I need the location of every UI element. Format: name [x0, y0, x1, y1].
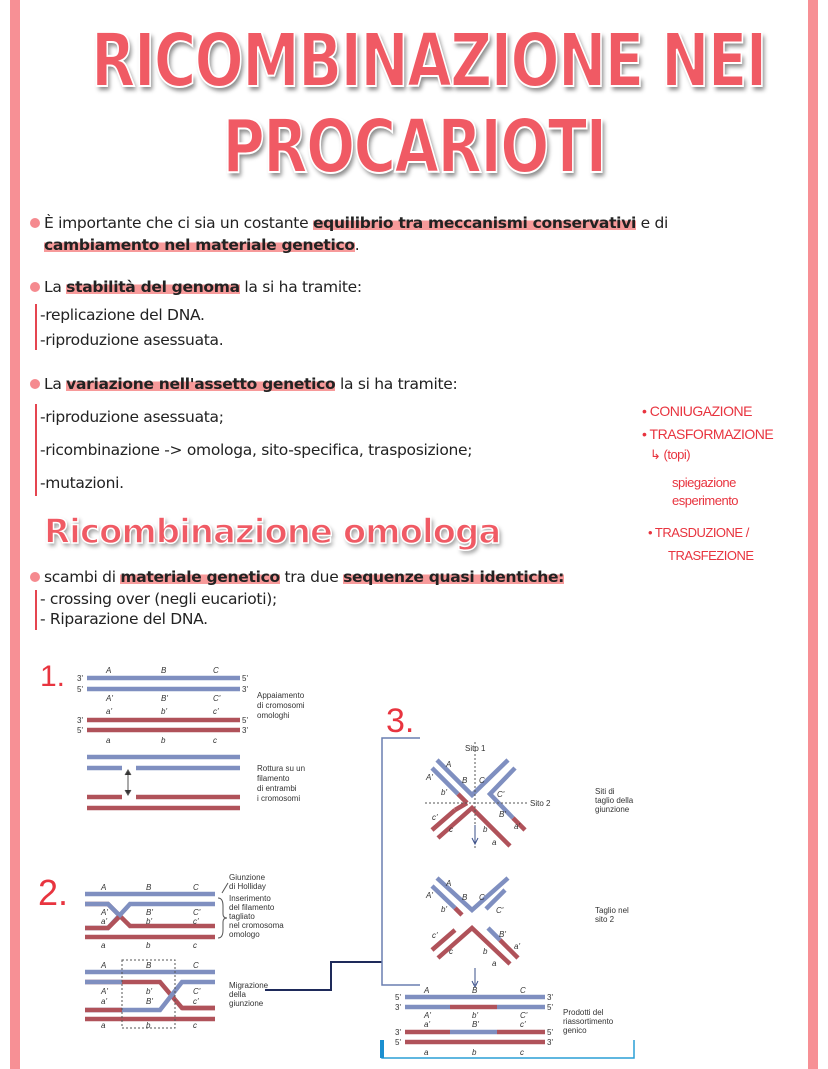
diagram-label: b [146, 941, 151, 950]
diagram-label: c' [432, 813, 438, 822]
diagram-label: A [106, 666, 112, 675]
diagram-label: b' [441, 788, 447, 797]
diagram-label: B [161, 666, 167, 675]
text: la si ha tramite: [239, 278, 362, 296]
diagram-label: genico [563, 1026, 587, 1035]
diagram-label: a [101, 1021, 106, 1030]
diagram-label: C' [496, 906, 504, 915]
list-item: -mutazioni. [40, 474, 124, 492]
step-number-1: 1. [40, 660, 66, 693]
diagram-label: C [479, 893, 485, 902]
diagram-label: i cromosomi [257, 794, 301, 803]
bracket [382, 738, 420, 985]
side-note: TRASFEZIONE [668, 548, 754, 563]
text: La [44, 375, 67, 393]
diagram-label: B [146, 883, 152, 892]
diagram-label: c [449, 825, 453, 834]
diagram-label: c' [520, 1020, 526, 1029]
diagram-label: b' [146, 917, 152, 926]
diagram-label: C [520, 986, 526, 995]
diagram-label: A' [101, 987, 108, 996]
diagram-label: 5' [395, 1038, 401, 1047]
text: È importante che ci sia un costante [44, 214, 313, 232]
diagram-label: 5' [242, 674, 248, 683]
diagram-label: della [229, 990, 246, 999]
diagram-label: a [492, 959, 497, 968]
diagram-label: 3' [242, 726, 248, 735]
side-note: • TRASFORMAZIONE [642, 426, 774, 442]
diagram-label: c' [193, 917, 199, 926]
diagram-shape [380, 1040, 384, 1058]
diagram-label: b' [472, 1011, 478, 1020]
diagram-label: C' [193, 987, 201, 996]
step-number-3: 3. [386, 702, 415, 740]
diagram-label: C' [193, 908, 201, 917]
diagram-shape [455, 803, 467, 810]
diagram-label: Giunzione [229, 873, 266, 882]
diagram-label: C [193, 883, 199, 892]
text: tra due [279, 568, 344, 586]
diagram-label: b [483, 825, 488, 834]
diagram-label: b [161, 736, 166, 745]
diagram-label: C' [213, 694, 221, 703]
diagram-label: a' [101, 917, 107, 926]
text: La [44, 278, 67, 296]
diagram-label: a' [101, 997, 107, 1006]
diagram-label: A' [426, 891, 433, 900]
diagram-label: C [193, 961, 199, 970]
diagram-label: C [479, 776, 485, 785]
list-item: - crossing over (negli eucarioti); [40, 590, 277, 608]
diagram-label: 5' [77, 685, 83, 694]
diagram-label: Inserimento [229, 894, 271, 903]
highlight: equilibrio tra meccanismi conservativi [312, 214, 637, 232]
diagram-label: 5' [77, 726, 83, 735]
diagram-label: c' [193, 997, 199, 1006]
diagram-label: A [424, 986, 430, 995]
diagram-label: di cromosomi [257, 701, 305, 710]
diagram-label: B [146, 961, 152, 970]
brace [218, 898, 227, 938]
diagram-label: a [101, 941, 106, 950]
diagram-label: A [446, 760, 452, 769]
diagram-label: 3' [547, 993, 553, 1002]
page-title-line1: RICOMBINAZIONE NEI [91, 18, 766, 104]
list-item: -riproduzione asessuata; [40, 408, 224, 426]
diagram-label: B' [146, 997, 153, 1006]
diagram-shape [455, 908, 462, 915]
down-arrow [472, 825, 478, 844]
step-number-2: 2. [38, 872, 69, 913]
diagram-label: riassortimento [563, 1017, 614, 1026]
connector-line [265, 962, 382, 990]
diagram-label: 3' [395, 1003, 401, 1012]
side-note: esperimento [672, 493, 739, 508]
diagram-label: c [213, 736, 217, 745]
diagram-label: taglio della [595, 796, 634, 805]
diagram-label: b [472, 1048, 477, 1057]
diagram-label: B [462, 893, 468, 902]
diagram-label: 3' [77, 674, 83, 683]
highlight: sequenze quasi identiche: [343, 568, 565, 586]
diagram-label: B' [146, 908, 153, 917]
diagram-shape [222, 883, 228, 893]
diagram-label: b' [161, 707, 167, 716]
diagram-label: 5' [242, 716, 248, 725]
diagram-label: A' [426, 773, 433, 782]
diagram-label: 3' [395, 1028, 401, 1037]
diagram-label: B' [472, 1020, 479, 1029]
diagram-label: 5' [547, 1028, 553, 1037]
diagram-label: a' [514, 822, 520, 831]
diagram-label: A [101, 961, 107, 970]
highlight: variazione nell'assetto genetico [66, 375, 336, 393]
diagram-label: b [483, 947, 488, 956]
text: . [354, 236, 360, 254]
diagram-label: sito 2 [595, 915, 615, 924]
diagram-label: c [520, 1048, 524, 1057]
text: la si ha tramite: [335, 375, 458, 393]
diagram-label: A [101, 883, 107, 892]
diagram-label: 5' [547, 1003, 553, 1012]
diagram-label: B' [161, 694, 168, 703]
diagram-label: B' [499, 930, 506, 939]
down-arrow [472, 968, 478, 987]
diagram-label: Sito 1 [465, 744, 486, 753]
diagram-label: A' [106, 694, 113, 703]
diagram-label: c [193, 941, 197, 950]
diagram-label: filamento [257, 774, 290, 783]
diagram-label: A' [101, 908, 108, 917]
diagram-label: 3' [242, 685, 248, 694]
highlight: materiale genetico [120, 568, 280, 586]
diagram-label: Rottura su un [257, 764, 306, 773]
diagram-label: b' [441, 905, 447, 914]
diagram-label: c [193, 1021, 197, 1030]
side-note: ↳ (topi) [650, 447, 691, 462]
diagram-label: 3' [77, 716, 83, 725]
diagram-label: Migrazione [229, 981, 269, 990]
diagram-label: a [424, 1048, 429, 1057]
diagram-label: C' [520, 1011, 528, 1020]
diagram-label: Siti di [595, 787, 615, 796]
diagram-label: del filamento [229, 903, 275, 912]
side-note: spiegazione [672, 475, 736, 490]
diagram-label: omologo [229, 930, 260, 939]
diagram-label: c' [432, 931, 438, 940]
diagram-label: b' [146, 987, 152, 996]
diagram-label: C' [497, 790, 505, 799]
diagram-label: 5' [395, 993, 401, 1002]
diagram-label: A [446, 879, 452, 888]
diagram-label: Taglio nel [595, 906, 629, 915]
diagram-label: giunzione [595, 805, 630, 814]
diagram-label: C [213, 666, 219, 675]
highlight: stabilità del genoma [66, 278, 240, 296]
diagram-label: c [449, 947, 453, 956]
highlight: cambiamento nel materiale genetico [44, 236, 355, 254]
diagram-label: B [462, 776, 468, 785]
list-item: -replicazione del DNA. [40, 306, 205, 324]
side-note: • CONIUGAZIONE [642, 403, 752, 419]
diagram-label: di Holliday [229, 882, 266, 891]
diagram-label: b [146, 1021, 151, 1030]
list-item: -ricombinazione -> omologa, sito-specifica, trasposizione; [40, 441, 473, 459]
diagram-label: Prodotti del [563, 1008, 604, 1017]
diagram-label: c' [213, 707, 219, 716]
list-item: - Riparazione del DNA. [40, 610, 208, 628]
diagram-label: giunzione [229, 999, 264, 1008]
diagram-label: B [472, 986, 478, 995]
page-title-line2: PROCARIOTI [222, 104, 606, 190]
side-note: • TRASDUZIONE / [648, 525, 749, 540]
diagram-label: tagliato [229, 912, 255, 921]
diagram-label: a [492, 838, 497, 847]
diagram-label: 3' [547, 1038, 553, 1047]
section-heading: Ricombinazione omologa [44, 512, 501, 552]
diagram-label: a' [514, 942, 520, 951]
diagram-label: omologhi [257, 711, 290, 720]
diagram-label: a' [424, 1020, 430, 1029]
diagram-label: di entrambi [257, 784, 297, 793]
diagram-label: B' [499, 810, 506, 819]
diagram-label: a [106, 736, 111, 745]
diagram-label: A' [424, 1011, 431, 1020]
diagram-label: a' [106, 707, 112, 716]
diagram-label: Appaiamento [257, 691, 305, 700]
text: scambi di [44, 568, 121, 586]
diagram-label: nel cromosoma [229, 921, 284, 930]
text: e di [636, 214, 669, 232]
list-item: -riproduzione asessuata. [40, 331, 224, 349]
diagram-label: Sito 2 [530, 799, 551, 808]
